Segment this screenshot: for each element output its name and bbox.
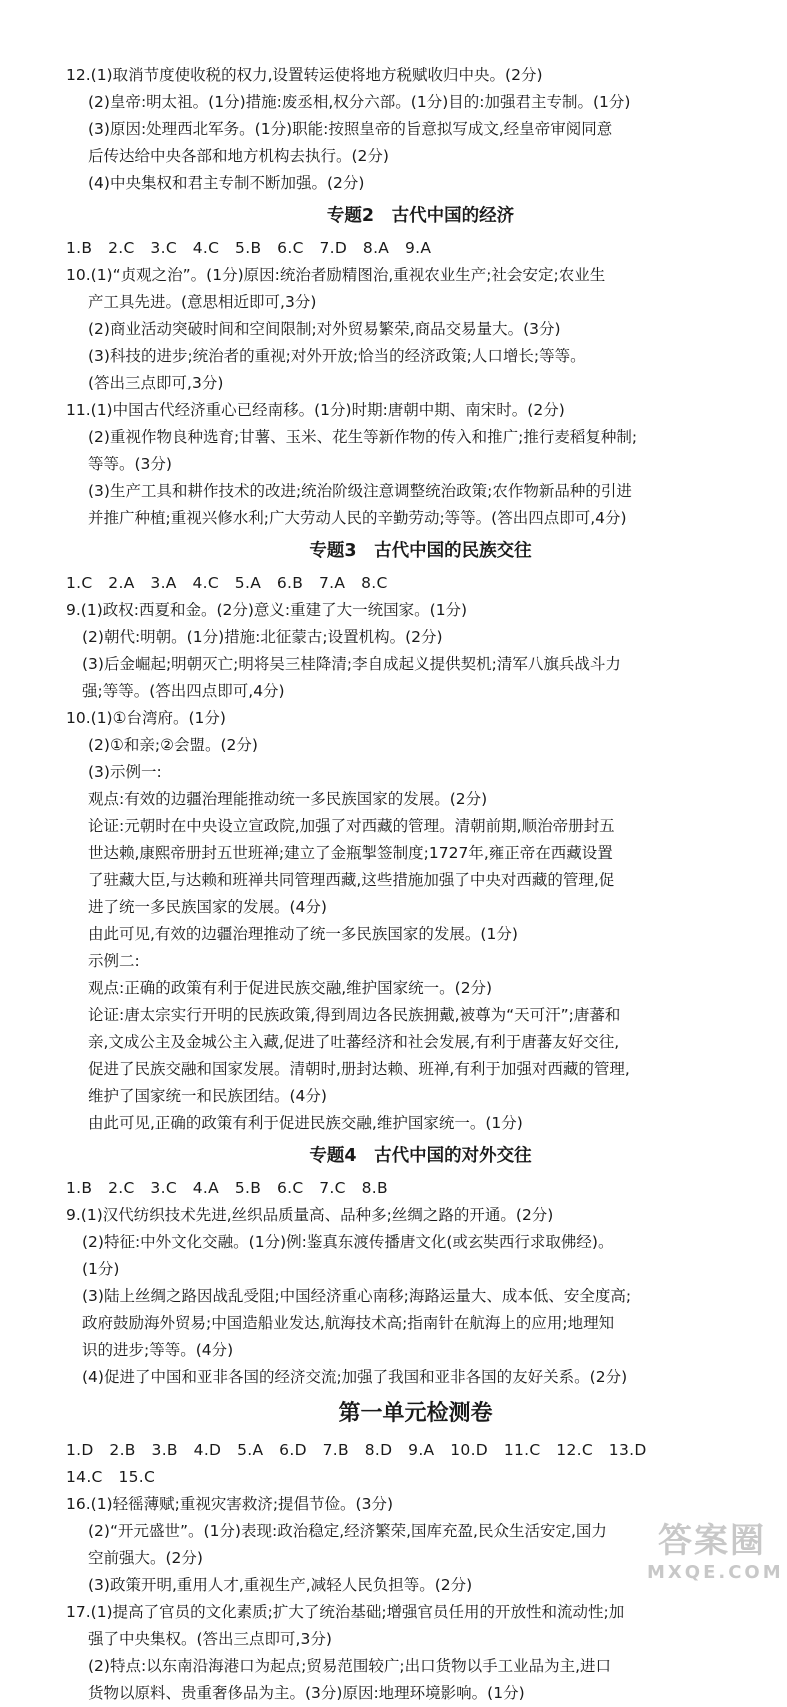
answer-line: (2)“开元盛世”。(1分)表现:政治稳定,经济繁荣,国库充盈,民众生活安定,国力 <box>88 1522 607 1540</box>
answer-line: 观点:正确的政策有利于促进民族交融,维护国家统一。(2分) <box>88 979 493 997</box>
answer-line: 论证:唐太宗实行开明的民族政策,得到周边各民族拥戴,被尊为“天可汗”;唐蕃和 <box>88 1006 621 1024</box>
answer-line: (2)皇帝:明太祖。(1分)措施:废丞相,权分六部。(1分)目的:加强君主专制。(1分) <box>88 93 631 111</box>
answer-line: 1.C 2.A 3.A 4.C 5.A 6.B 7.A 8.C <box>66 574 388 592</box>
answer-line: (2)重视作物良种选育;甘薯、玉米、花生等新作物的传入和推广;推行麦稻复种制; <box>88 428 638 446</box>
answer-line: 由此可见,有效的边疆治理推动了统一多民族国家的发展。(1分) <box>88 925 518 943</box>
answer-line: 论证:元朝时在中央设立宣政院,加强了对西藏的管理。清朝前期,顺治帝册封五 <box>88 817 615 835</box>
answer-line: (答出三点即可,3分) <box>88 374 224 392</box>
watermark-top: 答案圈 <box>658 1521 766 1561</box>
answer-line: (3)后金崛起;明朝灭亡;明将吴三桂降清;李自成起义提供契机;清军八旗兵战斗力 <box>82 655 621 673</box>
answer-line: 16.(1)轻徭薄赋;重视灾害救济;提倡节俭。(3分) <box>66 1495 394 1513</box>
answer-line: (2)①和亲;②会盟。(2分) <box>88 736 258 754</box>
answer-line: (2)特征:中外文化交融。(1分)例:鉴真东渡传播唐文化(或玄奘西行求取佛经)。 <box>82 1233 614 1251</box>
answer-line: (3)政策开明,重用人才,重视生产,减轻人民负担等。(2分) <box>88 1576 473 1594</box>
answer-line: 9.(1)汉代纺织技术先进,丝织品质量高、品种多;丝绸之路的开通。(2分) <box>66 1206 554 1224</box>
answer-line: (3)示例一: <box>88 763 162 781</box>
answer-line: 观点:有效的边疆治理能推动统一多民族国家的发展。(2分) <box>88 790 488 808</box>
answer-line: (3)生产工具和耕作技术的改进;统治阶级注意调整统治政策;农作物新品种的引进 <box>88 482 632 500</box>
answer-line: 了驻藏大臣,与达赖和班禅共同管理西藏,这些措施加强了中央对西藏的管理,促 <box>88 871 615 889</box>
answer-line: (2)朝代:明朝。(1分)措施:北征蒙古;设置机构。(2分) <box>82 628 443 646</box>
answer-line: 货物以原料、贵重奢侈品为主。(3分)原因:地理环境影响。(1分) <box>88 1684 525 1702</box>
answer-line: 进了统一多民族国家的发展。(4分) <box>88 898 327 916</box>
watermark-logo <box>647 1520 784 1590</box>
answer-line: 17.(1)提高了官员的文化素质;扩大了统治基础;增强官员任用的开放性和流动性;加 <box>66 1603 625 1621</box>
answer-line: 9.(1)政权:西夏和金。(2分)意义:重建了大一统国家。(1分) <box>66 601 468 619</box>
section-heading: 专题4 古代中国的对外交往 <box>309 1146 532 1166</box>
section-heading: 第一单元检测卷 <box>338 1401 493 1426</box>
answer-line: (3)陆上丝绸之路因战乱受阻;中国经济重心南移;海路运量大、成本低、安全度高; <box>82 1287 632 1305</box>
section-heading: 专题3 古代中国的民族交往 <box>309 541 532 561</box>
answer-line: 12.(1)取消节度使收税的权力,设置转运使将地方税赋收归中央。(2分) <box>66 66 543 84</box>
answer-line: 后传达给中央各部和地方机构去执行。(2分) <box>88 147 389 165</box>
answer-line: (3)科技的进步;统治者的重视;对外开放;恰当的经济政策;人口增长;等等。 <box>88 347 586 365</box>
answer-line: 10.(1)①台湾府。(1分) <box>66 709 226 727</box>
answer-line: 政府鼓励海外贸易;中国造船业发达,航海技术高;指南针在航海上的应用;地理知 <box>82 1314 615 1332</box>
answer-line: 1.D 2.B 3.B 4.D 5.A 6.D 7.B 8.D 9.A 10.D 11.C 12.C 13.D <box>66 1441 647 1459</box>
answer-line: 并推广种植;重视兴修水利;广大劳动人民的辛勤劳动;等等。(答出四点即可,4分) <box>88 509 627 527</box>
answer-line: 强;等等。(答出四点即可,4分) <box>82 682 285 700</box>
answer-line: 识的进步;等等。(4分) <box>82 1341 234 1359</box>
answer-line: 示例二: <box>88 952 140 970</box>
answer-line: (2)特点:以东南沿海港口为起点;贸易范围较广;出口货物以手工业品为主,进口 <box>88 1657 612 1675</box>
answer-line: (2)商业活动突破时间和空间限制;对外贸易繁荣,商品交易量大。(3分) <box>88 320 561 338</box>
answer-line: 亲,文成公主及金城公主入藏,促进了吐蕃经济和社会发展,有利于唐蕃友好交往, <box>88 1033 620 1051</box>
answer-line: 产工具先进。(意思相近即可,3分) <box>88 293 317 311</box>
answer-line: (4)中央集权和君主专制不断加强。(2分) <box>88 174 365 192</box>
answer-line: 维护了国家统一和民族团结。(4分) <box>88 1087 327 1105</box>
section-heading: 专题2 古代中国的经济 <box>326 206 515 226</box>
answer-line: 促进了民族交融和国家发展。清朝时,册封达赖、班禅,有利于加强对西藏的管理, <box>88 1060 630 1078</box>
answer-line: (3)原因:处理西北军务。(1分)职能:按照皇帝的旨意拟写成文,经皇帝审阅同意 <box>88 120 613 138</box>
answer-line: (1分) <box>82 1260 120 1278</box>
answer-line: 等等。(3分) <box>88 455 172 473</box>
answer-line: 由此可见,正确的政策有利于促进民族交融,维护国家统一。(1分) <box>88 1114 523 1132</box>
answer-line: 空前强大。(2分) <box>88 1549 203 1567</box>
answer-line: 强了中央集权。(答出三点即可,3分) <box>88 1630 332 1648</box>
answer-line: 14.C 15.C <box>66 1468 156 1486</box>
answer-line: 1.B 2.C 3.C 4.C 5.B 6.C 7.D 8.A 9.A <box>66 239 432 257</box>
answer-line: 世达赖,康熙帝册封五世班禅;建立了金瓶掣签制度;1727年,雍正帝在西藏设置 <box>88 844 613 862</box>
watermark-bottom: MXQE.COM <box>647 1562 784 1583</box>
answer-line: 1.B 2.C 3.C 4.A 5.B 6.C 7.C 8.B <box>66 1179 388 1197</box>
answer-content <box>66 62 765 1707</box>
answer-line: (4)促进了中国和亚非各国的经济交流;加强了我国和亚非各国的友好关系。(2分) <box>82 1368 628 1386</box>
answer-line: 11.(1)中国古代经济重心已经南移。(1分)时期:唐朝中期、南宋时。(2分) <box>66 401 565 419</box>
answer-line: 10.(1)“贞观之治”。(1分)原因:统治者励精图治,重视农业生产;社会安定;农业生 <box>66 266 606 284</box>
